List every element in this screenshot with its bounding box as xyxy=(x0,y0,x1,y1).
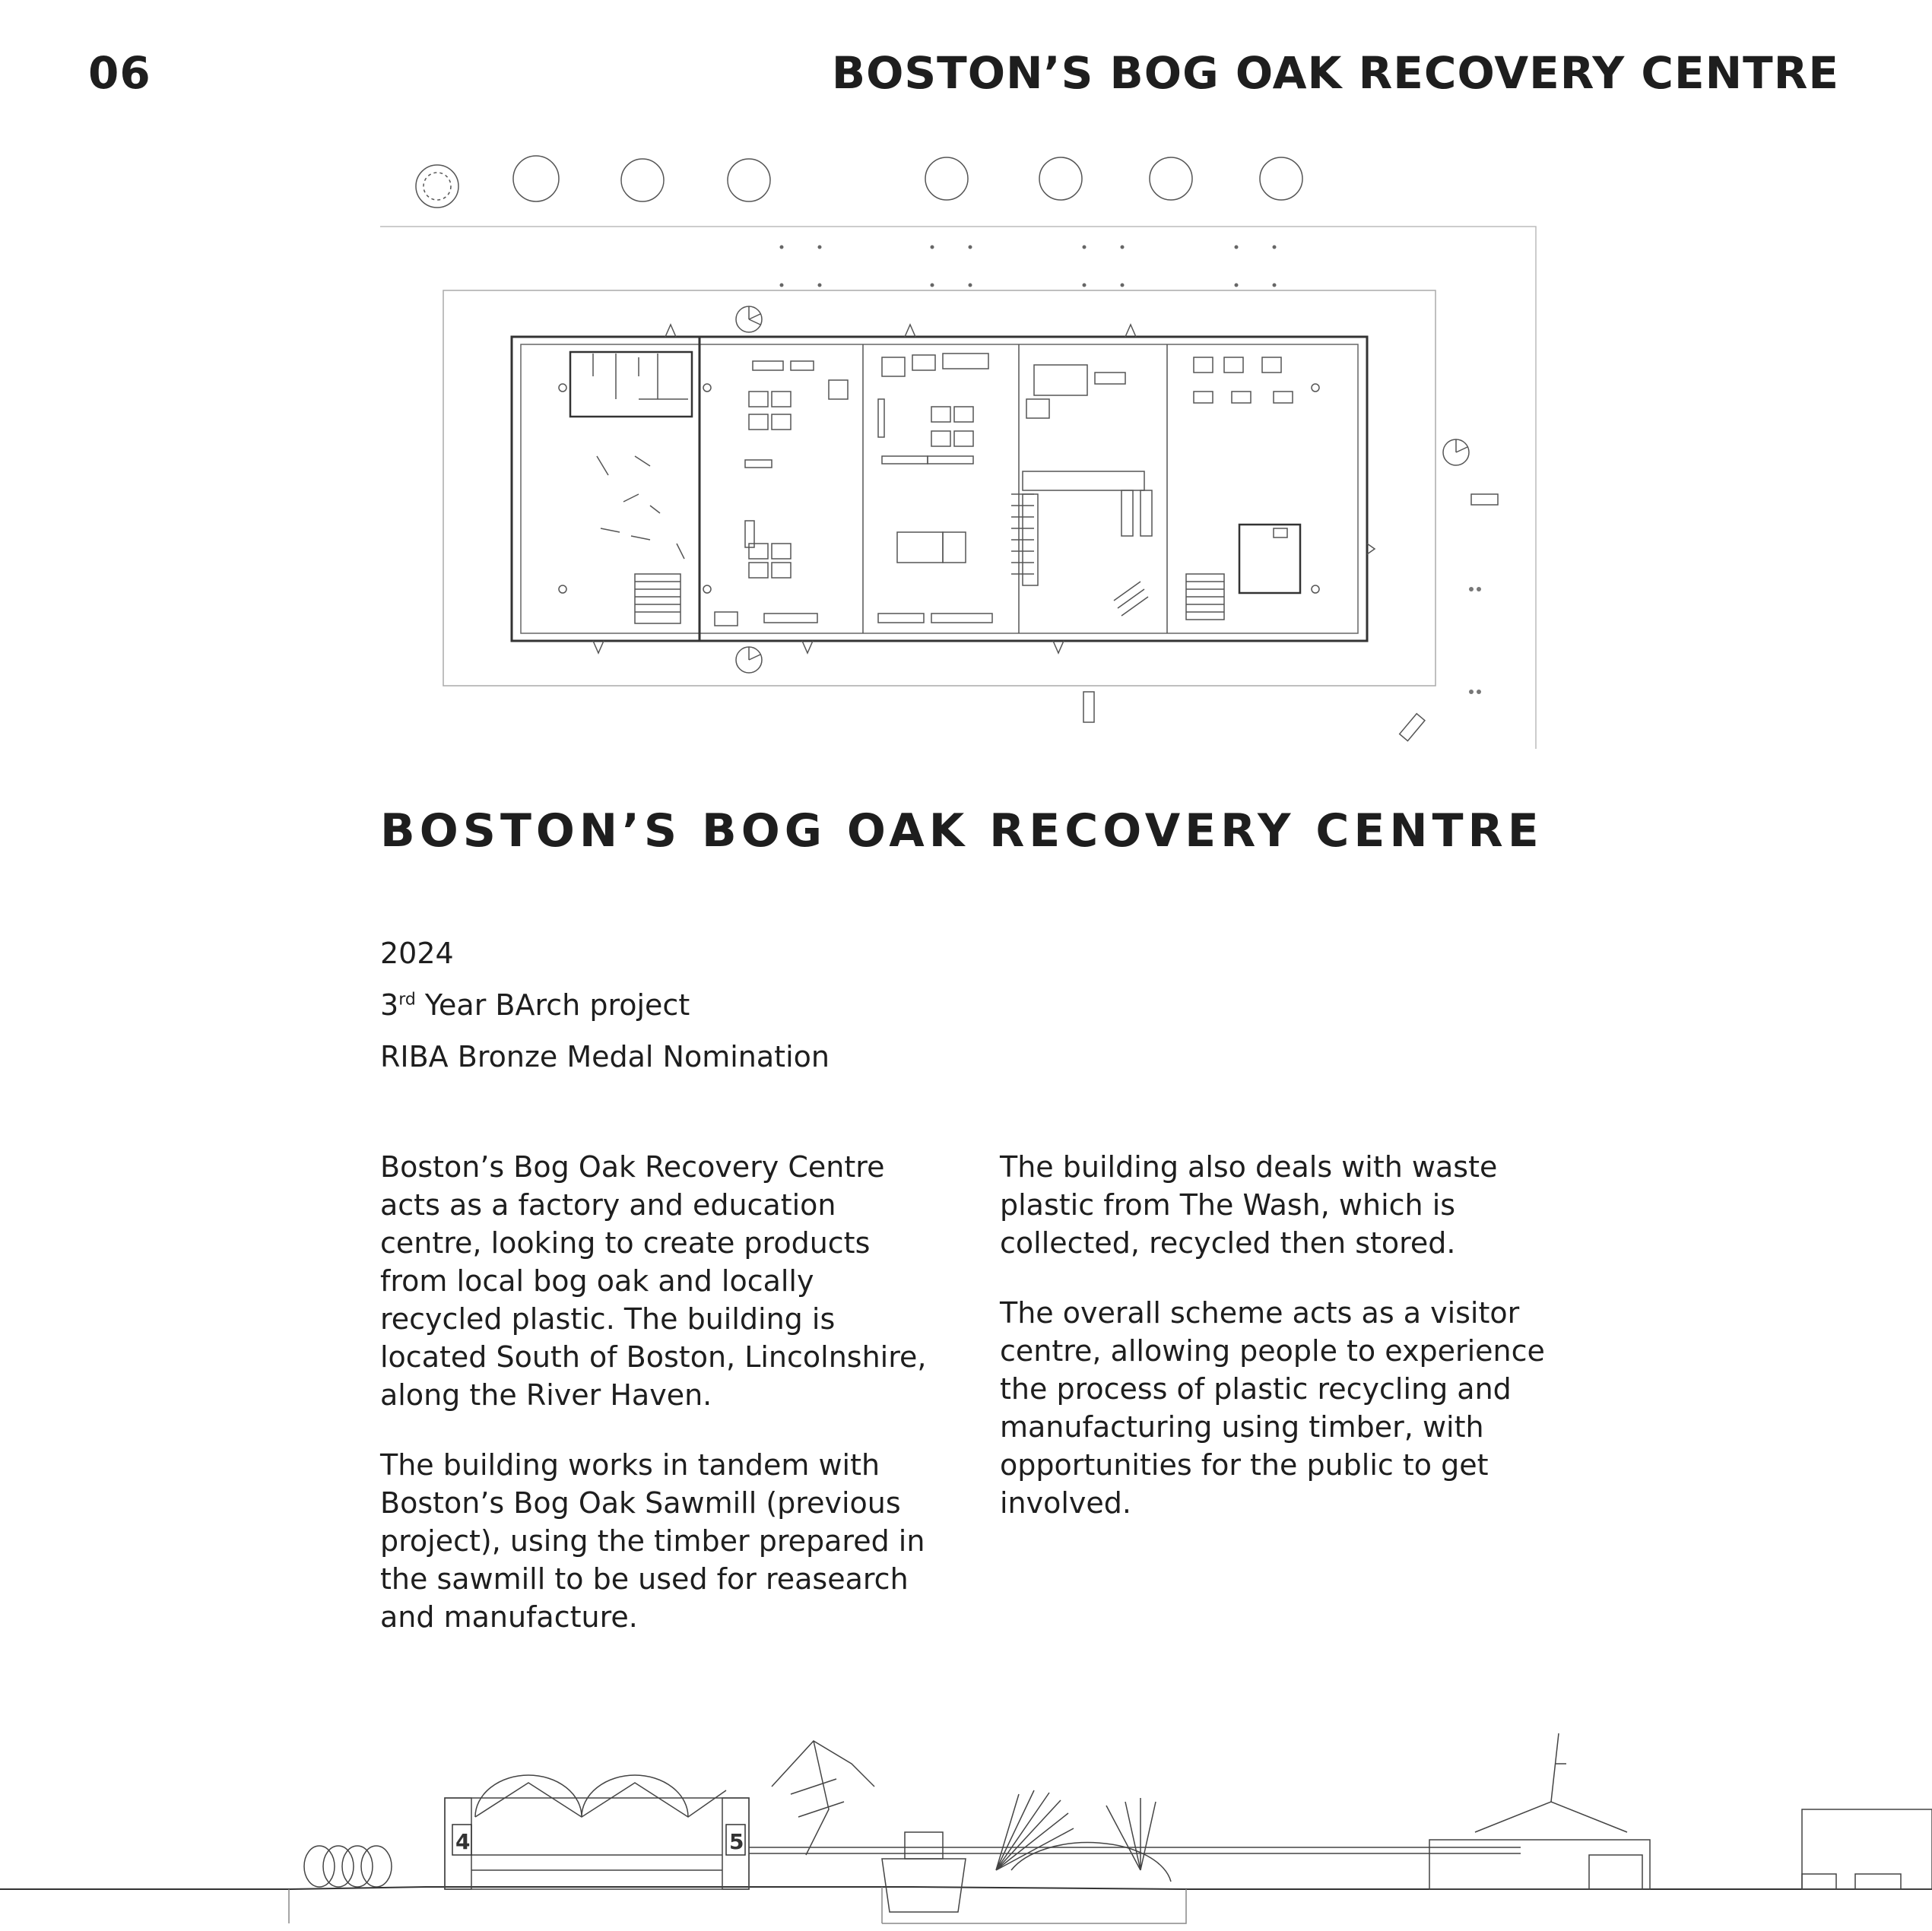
section-marker-5: 5 xyxy=(729,1829,744,1854)
page-number: 06 xyxy=(88,47,151,99)
body-column-left xyxy=(380,1148,943,1668)
project-course xyxy=(380,979,830,1031)
paragraph: The overall scheme acts as a visitor centre, allowing people to experience the process of plastic recycling and manufacturing using timber, with opportunities for the public to get involved. xyxy=(1000,1296,1545,1520)
site-section-drawing xyxy=(0,1718,1932,1931)
body-column-right xyxy=(1000,1148,1578,1554)
paragraph: The building also deals with waste plastic from The Wash, which is collected, recycled then stored. xyxy=(1000,1150,1498,1260)
floor-plan-drawing xyxy=(365,148,1551,756)
paragraph: Boston’s Bog Oak Recovery Centre acts as a factory and education centre, looking to create products from local bog oak and locally recycled plastic. The building is located South of Boston, Lincolnshire, along the River Haven. xyxy=(380,1150,927,1412)
paragraph: The building works in tandem with Boston’s Bog Oak Sawmill (previous project), using the timber prepared in the sawmill to be used for reasearch and manufacture. xyxy=(380,1448,925,1634)
course-prefix: 3 xyxy=(380,988,399,1022)
course-sup: rd xyxy=(398,990,416,1010)
header-title: BOSTON’S BOG OAK RECOVERY CENTRE xyxy=(831,47,1839,99)
section-marker-4: 4 xyxy=(455,1829,471,1854)
project-year: 2024 xyxy=(380,937,454,970)
project-title: BOSTON’S BOG OAK RECOVERY CENTRE xyxy=(380,804,1543,858)
course-suffix: Year BArch project xyxy=(415,988,690,1022)
project-award: RIBA Bronze Medal Nomination xyxy=(380,1040,830,1073)
project-meta xyxy=(380,927,830,1083)
tree-icon xyxy=(416,156,1302,208)
